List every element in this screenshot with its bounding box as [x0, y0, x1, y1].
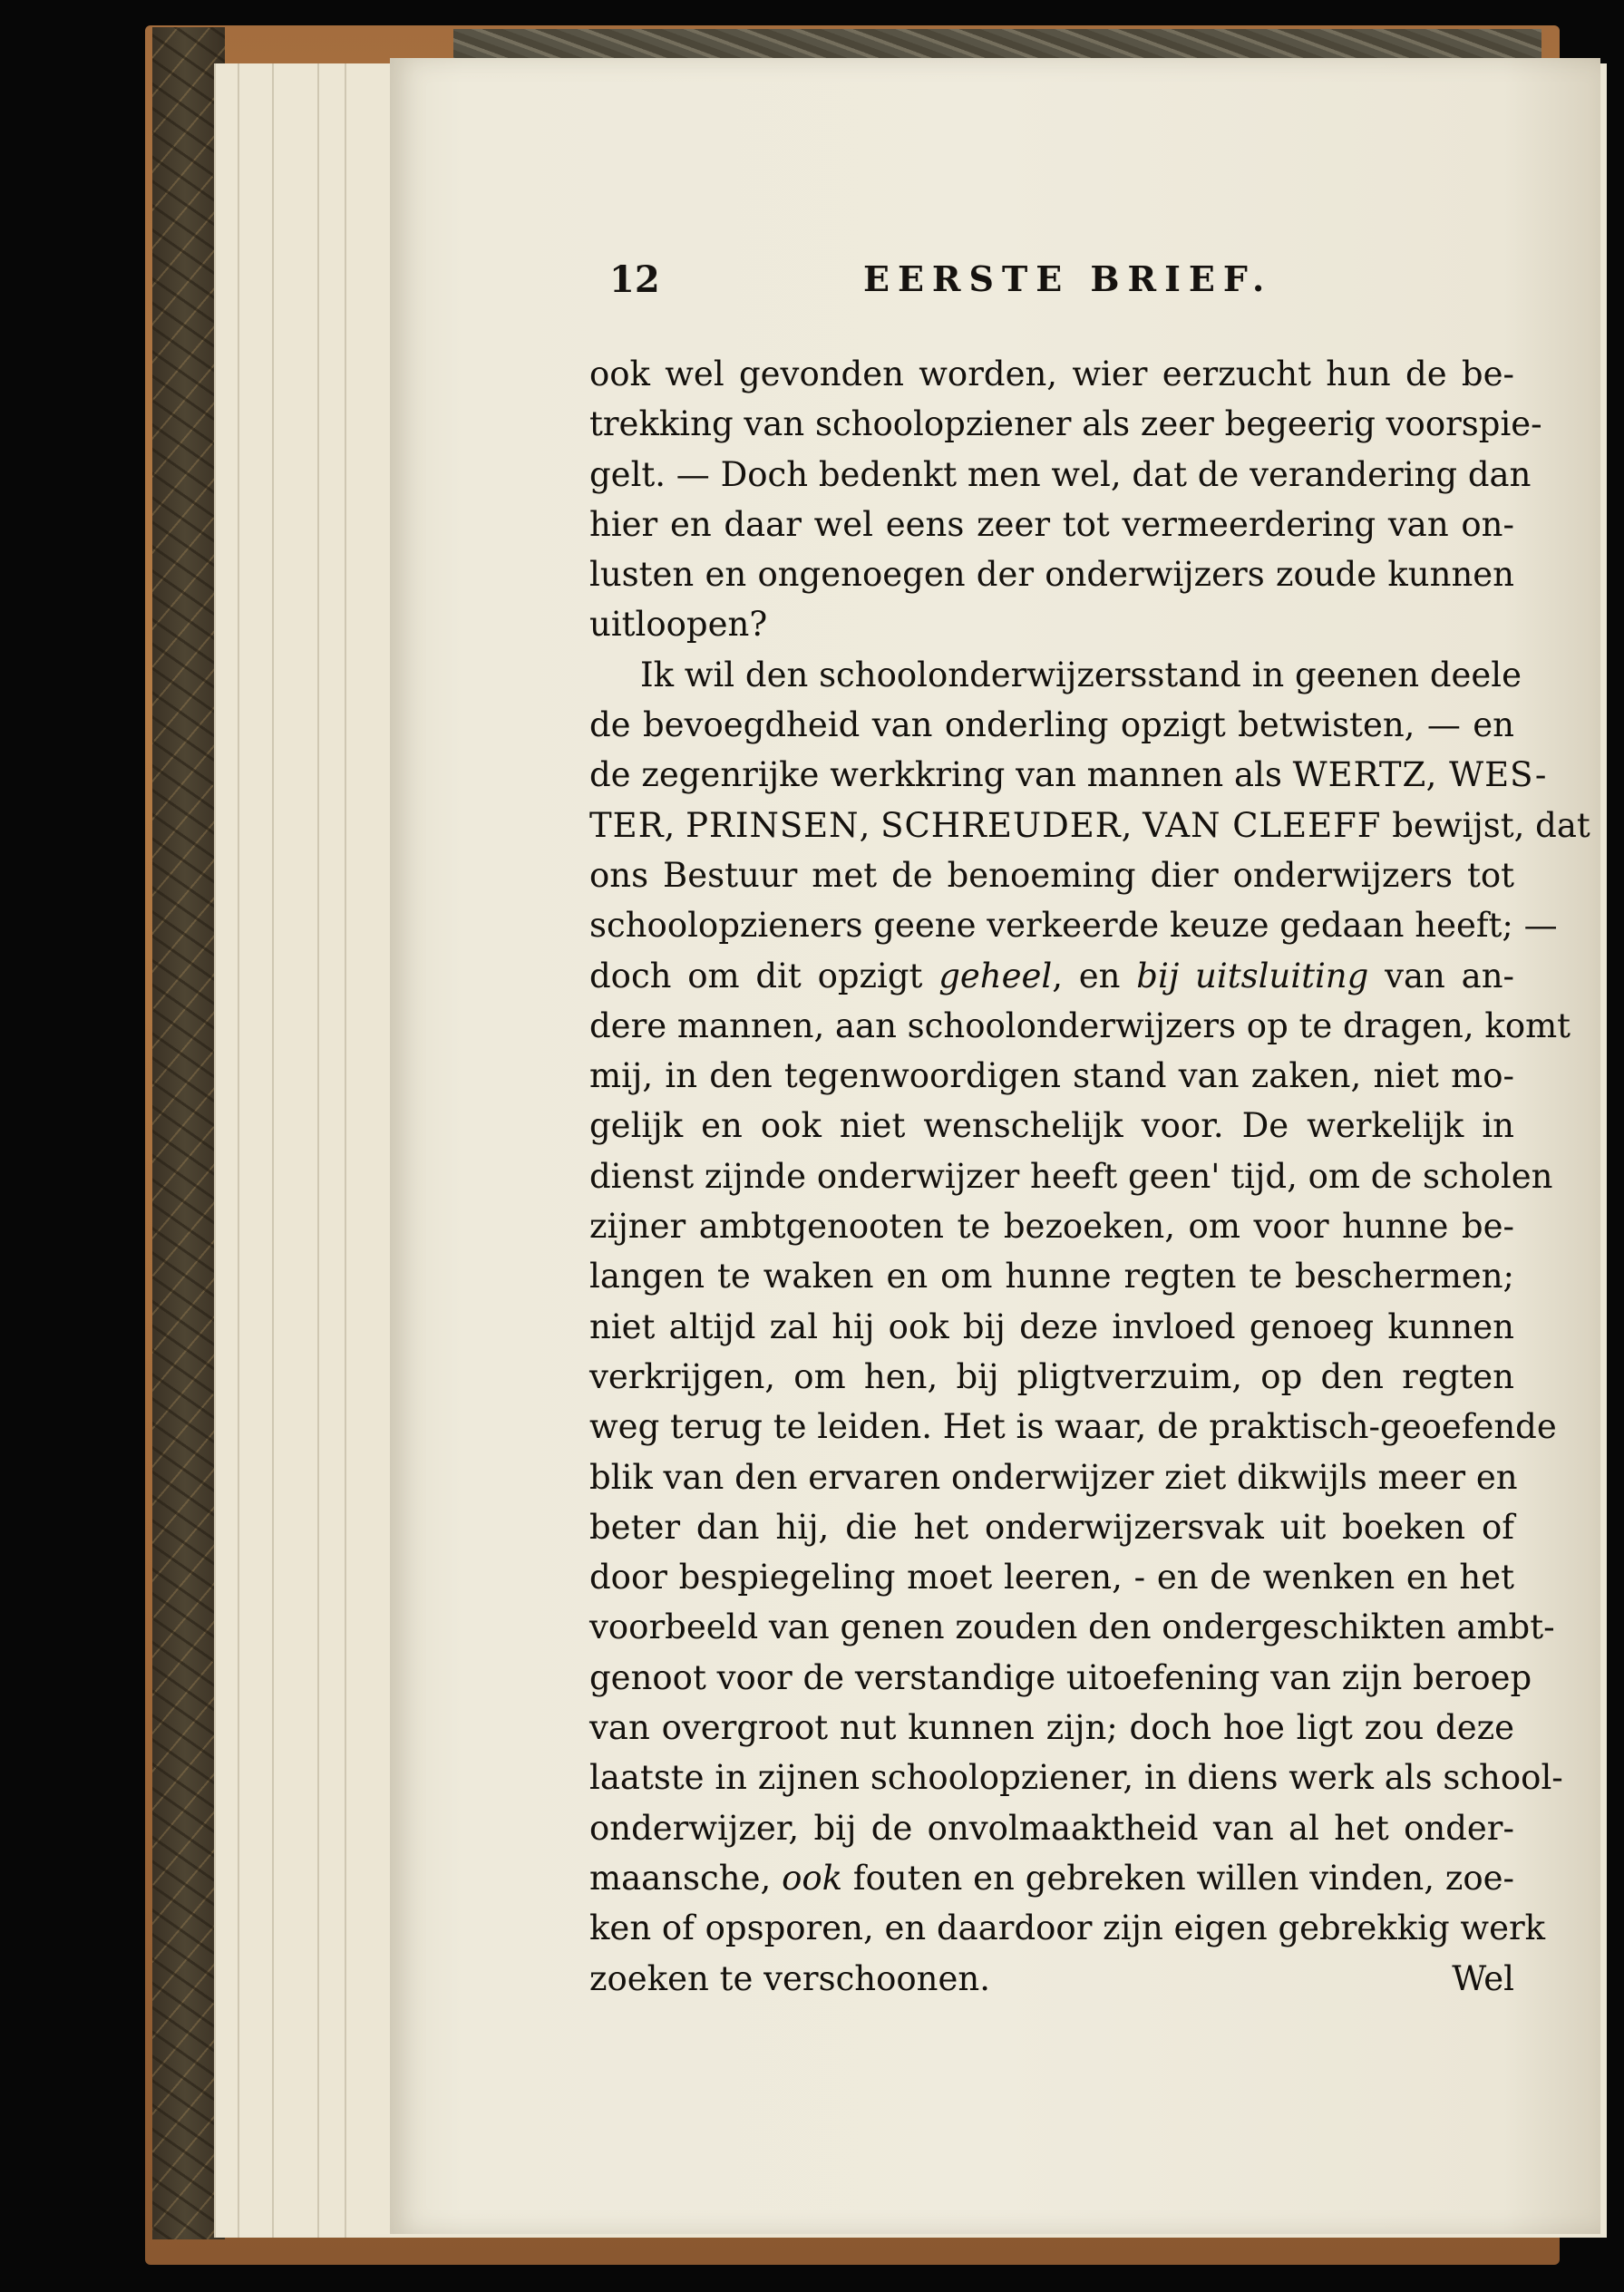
text-line: ook wel gevonden worden, wier eerzucht hun de be- [589, 354, 1514, 393]
text-segment: fouten en gebreken willen vinden, zoe- [852, 1858, 1515, 1898]
running-head [609, 258, 1516, 313]
text-line [589, 951, 1514, 1001]
text-line: mij, in den tegenwoordigen stand van zaken, niet mo- [589, 1056, 1514, 1096]
text-segment: , [1121, 805, 1143, 845]
text-line [589, 1853, 1514, 1903]
text-line: zijner ambtgenooten te bezoeken, om voor hunne be- [589, 1207, 1514, 1247]
name-wester-end: TER [589, 805, 665, 845]
italic-ook: ook [782, 1858, 843, 1898]
text-segment: , en [1052, 956, 1121, 995]
text-line: ons Bestuur met de benoeming dier onderwijzers tot [589, 855, 1514, 895]
text-line: gelt. — Doch bedenkt men wel, dat de verandering dan [589, 454, 1532, 494]
text-segment: , [859, 805, 881, 845]
text-line: de bevoegdheid van onderling opzigt betwisten, — en [589, 705, 1514, 745]
text-segment: , WES- [1425, 755, 1548, 795]
text-line: ken of opsporen, en daardoor zijn eigen gebrekkig werk [589, 1908, 1546, 1948]
text-line: dienst zijnde onderwijzer heeft geen' tijd, om de scholen [589, 1156, 1553, 1196]
text-segment: doch om dit opzigt [589, 956, 923, 995]
text-segment: , [664, 805, 686, 845]
text-segment: bewijst, dat [1381, 805, 1590, 845]
name-van-cleeff: VAN CLEEFF [1143, 805, 1382, 845]
text-segment: van an- [1385, 956, 1515, 995]
text-line: beter dan hij, die het onderwijzersvak uit boeken of [589, 1507, 1514, 1547]
text-segment: de zegenrijke werkkring van mannen als [589, 755, 1282, 795]
text-line: laatste in zijnen schoolopziener, in diens werk als school- [589, 1758, 1563, 1798]
name-prinsen: PRINSEN [686, 805, 860, 845]
text-line: van overgroot nut kunnen zijn; doch hoe ligt zou deze [589, 1708, 1514, 1748]
text-line: verkrijgen, om hen, bij pligtverzuim, op den regten [589, 1356, 1514, 1396]
text-line: langen te waken en om hunne regten te beschermen; [589, 1257, 1514, 1297]
italic-geheel: geheel [938, 956, 1053, 995]
text-line: genoot voor de verstandige uitoefening van zijn beroep [589, 1657, 1532, 1697]
text-line: onderwijzer, bij de onvolmaaktheid van al het onder- [589, 1808, 1514, 1848]
text-line: voorbeeld van genen zouden den ondergeschikten ambt- [589, 1607, 1555, 1647]
text-line [589, 750, 1548, 800]
text-line [589, 801, 1590, 850]
text-line [589, 1954, 1514, 2004]
name-schreuder: SCHREUDER [880, 805, 1122, 845]
page-number: 12 [609, 258, 660, 301]
name-wertz: WERTZ [1292, 755, 1426, 795]
text-line: Ik wil den schoolonderwijzersstand in geenen deele [640, 655, 1522, 694]
text-line: uitloopen? [589, 605, 768, 645]
body-text [589, 349, 1590, 2004]
text-line: trekking van schoolopziener als zeer begeerig voorspie- [589, 404, 1542, 444]
text-line: lusten en ongenoegen der onderwijzers zoude kunnen [589, 555, 1514, 595]
text-line: schoolopzieners geene verkeerde keuze gedaan heeft; — [589, 906, 1558, 946]
italic-bij-uitsluiting: bij uitsluiting [1136, 956, 1369, 995]
text-line: weg terug te leiden. Het is waar, de praktisch-geoefende [589, 1407, 1557, 1447]
text-line: niet altijd zal hij ook bij deze invloed genoeg kunnen [589, 1306, 1514, 1346]
text-line: hier en daar wel eens zeer tot vermeerdering van on- [589, 504, 1514, 544]
chapter-title: EERSTE BRIEF. [863, 258, 1273, 299]
catchword: Wel [1452, 1958, 1514, 1998]
text-line: dere mannen, aan schoolonderwijzers op te dragen, komt [589, 1005, 1571, 1045]
text-line: door bespiegeling moet leeren, - en de wenken en het [589, 1558, 1514, 1598]
text-segment: maansche, [589, 1858, 772, 1898]
text-segment: zoeken te verschoonen. [589, 1958, 990, 1998]
text-line: blik van den ervaren onderwijzer ziet dikwijls meer en [589, 1457, 1518, 1497]
text-line: gelijk en ook niet wenschelijk voor. De werkelijk in [589, 1106, 1514, 1146]
